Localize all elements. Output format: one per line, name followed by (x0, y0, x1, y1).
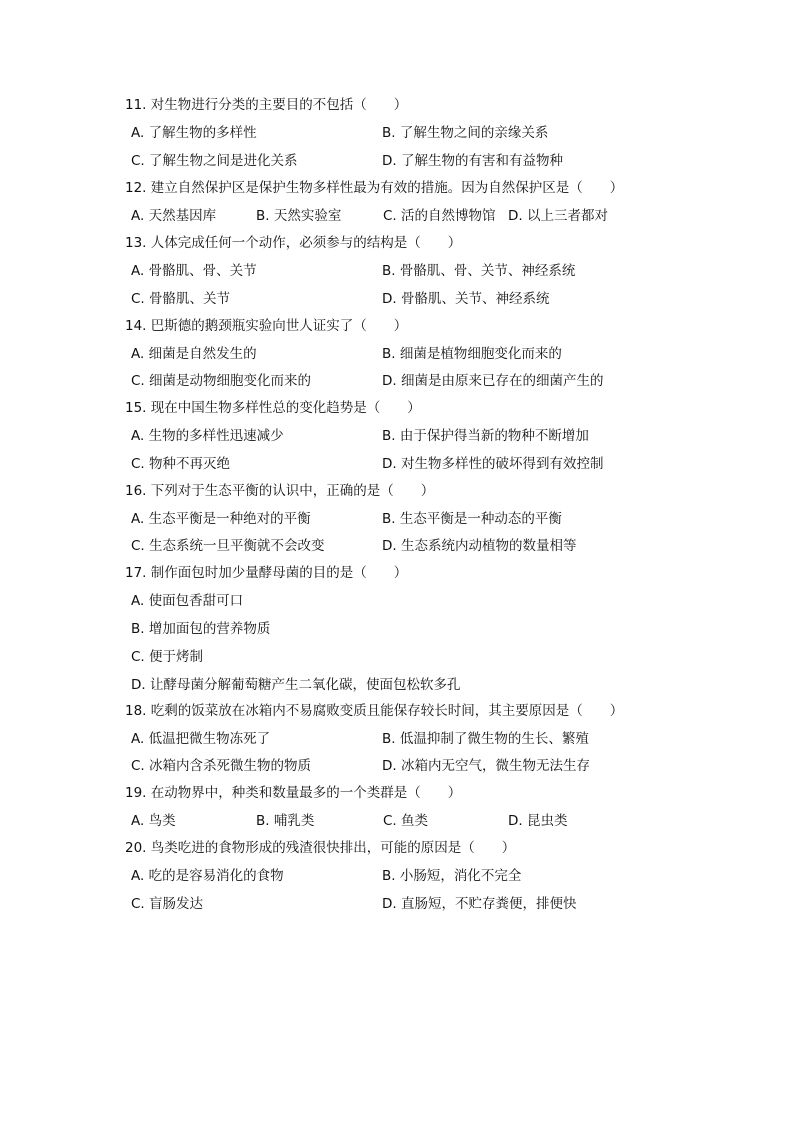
question-17-stem: 17. 制作面包时加少量酵母菌的目的是（ ） (125, 565, 408, 581)
question-13-stem: 13. 人体完成任何一个动作，必须参与的结构是（ ） (125, 235, 462, 251)
question-14-option-b: B. 细菌是植物细胞变化而来的 (382, 346, 562, 362)
question-19-stem: 19. 在动物界中，种类和数量最多的一个类群是（ ） (125, 785, 462, 801)
question-16-option-b: B. 生态平衡是一种动态的平衡 (382, 511, 562, 527)
question-18-option-a: A. 低温把微生物冻死了 (131, 731, 271, 747)
question-12-option-c: C. 活的自然博物馆 (383, 208, 496, 224)
question-13-option-c: C. 骨骼肌、关节 (131, 291, 231, 307)
question-13-option-b: B. 骨骼肌、骨、关节、神经系统 (382, 263, 576, 279)
question-16-option-c: C. 生态系统一旦平衡就不会改变 (131, 538, 325, 554)
question-18-option-d: D. 冰箱内无空气，微生物无法生存 (382, 758, 590, 774)
question-19-option-d: D. 昆虫类 (508, 813, 568, 829)
question-12-option-b: B. 天然实验室 (256, 208, 342, 224)
question-20-stem: 20. 鸟类吃进的食物形成的残渣很快排出，可能的原因是（ ） (125, 840, 516, 856)
question-20-option-a: A. 吃的是容易消化的食物 (131, 868, 284, 884)
question-14-option-c: C. 细菌是动物细胞变化而来的 (131, 373, 312, 389)
question-15-option-d: D. 对生物多样性的破坏得到有效控制 (382, 456, 604, 472)
question-17-option-c: C. 便于烤制 (131, 649, 204, 665)
question-16-option-a: A. 生态平衡是一种绝对的平衡 (131, 511, 311, 527)
question-17-option-a: A. 使面包香甜可口 (131, 593, 244, 609)
question-19-option-c: C. 鱼类 (383, 813, 429, 829)
question-11-option-c: C. 了解生物之间是进化关系 (131, 153, 298, 169)
question-11-stem: 11. 对生物进行分类的主要目的不包括（ ） (125, 97, 408, 113)
question-11-option-b: B. 了解生物之间的亲缘关系 (382, 125, 549, 141)
question-12-option-a: A. 天然基因库 (131, 208, 217, 224)
question-16-option-d: D. 生态系统内动植物的数量相等 (382, 538, 577, 554)
question-16-stem: 16. 下列对于生态平衡的认识中，正确的是（ ） (125, 483, 435, 499)
question-12-option-d: D. 以上三者都对 (508, 208, 608, 224)
question-20-option-b: B. 小肠短，消化不完全 (382, 868, 522, 884)
question-19-option-a: A. 鸟类 (131, 813, 176, 829)
question-13-option-d: D. 骨骼肌、关节、神经系统 (382, 291, 550, 307)
question-15-stem: 15. 现在中国生物多样性总的变化趋势是（ ） (125, 400, 421, 416)
question-15-option-a: A. 生物的多样性迅速减少 (131, 428, 284, 444)
question-17-option-d: D. 让酵母菌分解葡萄糖产生二氧化碳，使面包松软多孔 (131, 677, 461, 693)
question-20-option-c: C. 盲肠发达 (131, 896, 204, 912)
question-14-option-d: D. 细菌是由原来已存在的细菌产生的 (382, 373, 604, 389)
question-14-stem: 14. 巴斯德的鹅颈瓶实验向世人证实了（ ） (125, 318, 408, 334)
question-11-option-d: D. 了解生物的有害和有益物种 (382, 153, 563, 169)
question-15-option-c: C. 物种不再灭绝 (131, 456, 231, 472)
question-12-stem: 12. 建立自然保护区是保护生物多样性最为有效的措施。因为自然保护区是（ ） (125, 180, 624, 196)
question-11-option-a: A. 了解生物的多样性 (131, 125, 257, 141)
question-18-stem: 18. 吃剩的饭菜放在冰箱内不易腐败变质且能保存较长时间，其主要原因是（ ） (125, 703, 624, 719)
question-14-option-a: A. 细菌是自然发生的 (131, 346, 257, 362)
question-15-option-b: B. 由于保护得当新的物种不断增加 (382, 428, 589, 444)
question-17-option-b: B. 增加面包的营养物质 (131, 621, 271, 637)
question-13-option-a: A. 骨骼肌、骨、关节 (131, 263, 257, 279)
question-18-option-c: C. 冰箱内含杀死微生物的物质 (131, 758, 312, 774)
question-18-option-b: B. 低温抑制了微生物的生长、繁殖 (382, 731, 589, 747)
question-20-option-d: D. 直肠短，不贮存粪便，排便快 (382, 896, 577, 912)
question-19-option-b: B. 哺乳类 (256, 813, 315, 829)
